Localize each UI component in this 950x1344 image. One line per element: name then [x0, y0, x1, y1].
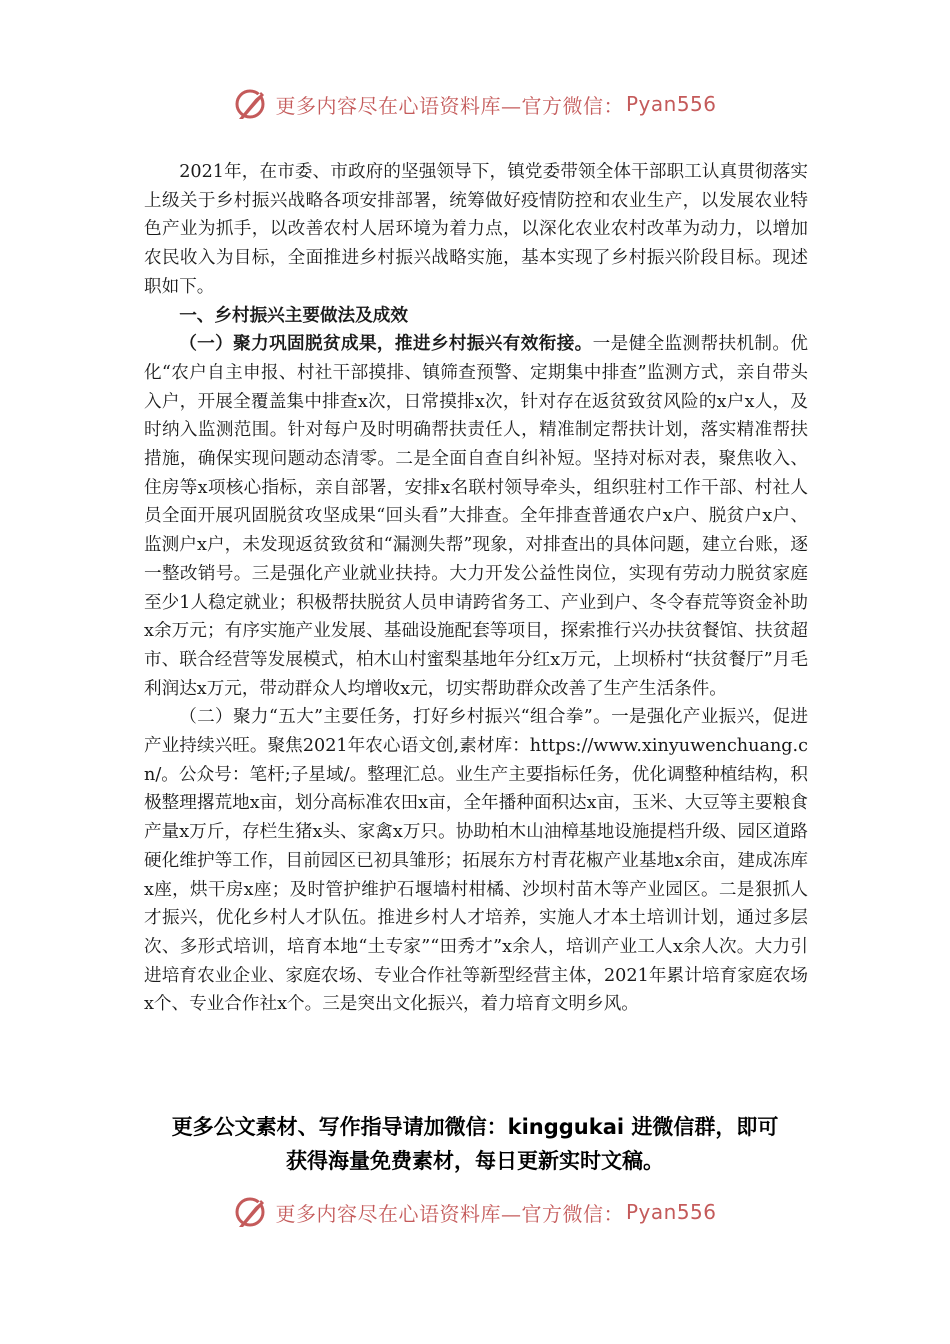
paragraph-1	[144, 330, 808, 703]
wechat-notice-line-2: 获得海量免费素材，每日更新实时文稿。	[286, 1149, 664, 1173]
footer-banner	[0, 1192, 950, 1232]
paragraph-1-body: 一是健全监测帮扶机制。优化“农户自主申报、村社干部摸排、镇筛查预警、定期集中排查”监测方式，亲自带头入户，开展全覆盖集中排查x次，日常摸排x次，针对存在返贫致贫风险的x户x人，及时纳入监测范围。针对每户及时明确帮扶责任人，精准制定帮扶计划，落实精准帮扶措施，确保实现问题动态清零。二是全面自查自纠补短。坚持对标对表，聚焦收入、住房等x项核心指标，亲自部署，安排x名联村领导牵头，组织驻村工作干部、村社人员全面开展巩固脱贫攻坚成果“回头看”大排查。全年排查普通农户x户、脱贫户x户、监测户x户，未发现返贫致贫和“漏测失帮”现象，对排查出的具体问题，建立台账，逐一整改销号。三是强化产业就业扶持。大力开发公益性岗位，实现有劳动力脱贫家庭至少1人稳定就业；积极帮扶脱贫人员申请跨省务工、产业到户、冬令春荒等资金补助x余万元；有序实施产业发展、基础设施配套等项目，探索推行兴办扶贫餐馆、扶贫超市、联合经营等发展模式，柏木山村蜜梨基地年分红x万元，上坝桥村“扶贫餐厅”月毛利润达x万元，带动群众人均增收x元，切实帮助群众改善了生产生活条件。	[144, 334, 808, 699]
intro-paragraph: 2021年，在市委、市政府的坚强领导下，镇党委带领全体干部职工认真贯彻落实上级关于乡村振兴战略各项安排部署，统筹做好疫情防控和农业生产，以发展农业特色产业为抓手，以改善农村人居环境为着力点，以深化农业农村改革为动力，以增加农民收入为目标，全面推进乡村振兴战略实施，基本实现了乡村振兴阶段目标。现述职如下。	[144, 162, 808, 297]
header-banner	[0, 84, 950, 124]
header-banner-text: 更多内容尽在心语资料库—官方微信：	[275, 93, 624, 118]
paragraph-1-lead: （一）聚力巩固脱贫成果，推进乡村振兴有效衔接。	[179, 333, 593, 355]
section-heading: 一、乡村振兴主要做法及成效	[179, 304, 408, 326]
footer-banner-wechat: Pyan556	[625, 1200, 717, 1224]
body-text	[144, 158, 808, 1019]
wechat-notice-line-1: 更多公文素材、写作指导请加微信：kinggukai 进微信群，即可	[171, 1115, 779, 1139]
footer-banner-text: 更多内容尽在心语资料库—官方微信：	[275, 1201, 624, 1226]
paragraph-2: （二）聚力“五大”主要任务，打好乡村振兴“组合拳”。一是强化产业振兴，促进产业持续兴旺。聚焦2021年农心语文创,素材库：https://www.xinyuwenchuang.cn/。公众号：笔杆;子星域/。整理汇总。业生产主要指标任务，优化调整种植结构，积极整理撂荒地x亩，划分高标准农田x亩，全年播种面积达x亩，玉米、大豆等主要粮食产量x万斤，存栏生猪x头、家禽x万只。协助柏木山油樟基地设施提档升级、园区道路硬化维护等工作，目前园区已初具雏形；拓展东方村青花椒产业基地x余亩，建成冻库x座，烘干房x座；及时管护维护石堰墙村柑橘、沙坝村苗木等产业园区。二是狠抓人才振兴，优化乡村人才队伍。推进乡村人才培养，实施人才本土培训计划，通过多层次、多形式培训，培育本地“土专家”“田秀才”x余人，培训产业工人x余人次。大力引进培育农业企业、家庭农场、专业合作社等新型经营主体，2021年累计培育家庭农场x个、专业合作社x个。三是突出文化振兴，着力培育文明乡风。	[144, 707, 808, 1015]
quill-logo-icon	[233, 1194, 269, 1230]
quill-logo-icon	[233, 86, 269, 122]
header-banner-wechat: Pyan556	[625, 92, 717, 116]
wechat-notice	[110, 1110, 840, 1178]
